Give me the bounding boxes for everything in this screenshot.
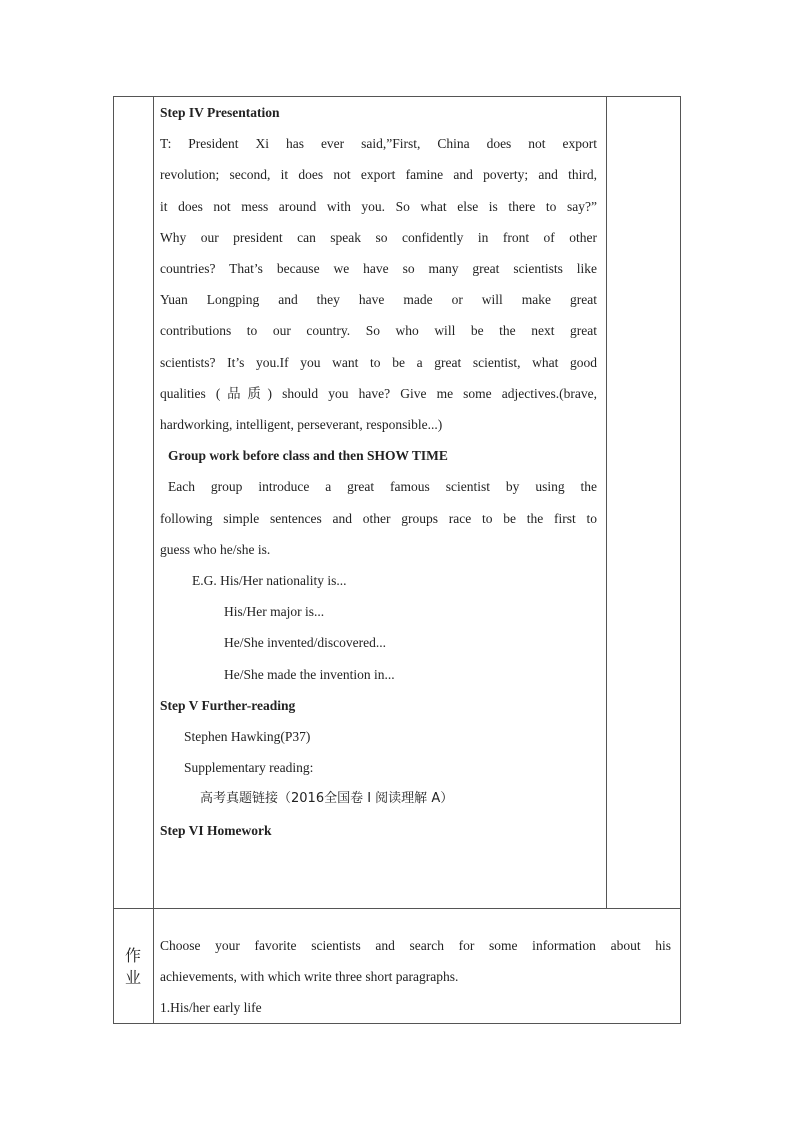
- step5-heading: Step V Further-reading: [160, 698, 296, 713]
- step4-line-8: scientists? It’s you.If you want to be a great scientist, what good: [160, 355, 597, 370]
- step4-line-7: contributions to our country. So who will be the next great: [160, 323, 597, 338]
- table-column-divider: [153, 96, 154, 1024]
- step4-line-2: revolution; second, it does not export famine and poverty; and third,: [160, 167, 597, 182]
- step4-line-1: T: President Xi has ever said,”First, China does not export: [160, 136, 597, 151]
- homework-label-2: 业: [124, 968, 141, 987]
- step4-line-4: Why our president can speak so confidently in front of other: [160, 230, 597, 245]
- homework-label-1: 作: [124, 946, 141, 965]
- step6-heading: Step VI Homework: [160, 823, 272, 838]
- step4-line-10: hardworking, intelligent, perseverant, responsible...): [160, 417, 443, 432]
- step4-line-5: countries? That’s because we have so many great scientists like: [160, 261, 597, 276]
- table-border-bottom: [113, 1023, 681, 1024]
- example-item-3: He/She made the invention in...: [224, 667, 395, 682]
- step5-item-3: 高考真题链接（2016全国卷 I 阅读理解 A）: [200, 791, 454, 806]
- step4-line-9: qualities (品质) should you have? Give me some adjectives.(brave,: [160, 386, 597, 401]
- table-border-right: [680, 96, 681, 1024]
- table-border-left: [113, 96, 114, 1024]
- table-border-middle: [113, 908, 681, 909]
- step4-heading: Step IV Presentation: [160, 105, 280, 120]
- table-border-top: [113, 96, 681, 97]
- example-item-1: His/Her major is...: [224, 604, 325, 619]
- example-item-2: He/She invented/discovered...: [224, 635, 386, 650]
- step4-line-6: Yuan Longping and they have made or will make great: [160, 292, 597, 307]
- group-line-1: Each group introduce a great famous scientist by using the: [168, 479, 597, 494]
- homework-line-1: Choose your favorite scientists and search for some information about his: [160, 938, 671, 953]
- table-column-divider-right: [606, 96, 607, 909]
- group-line-3: guess who he/she is.: [160, 542, 271, 557]
- group-line-2: following simple sentences and other groups race to be the first to: [160, 511, 597, 526]
- example-first: E.G. His/Her nationality is...: [192, 573, 347, 588]
- group-heading: Group work before class and then SHOW TIME: [168, 448, 448, 463]
- step5-item-1: Stephen Hawking(P37): [184, 729, 311, 744]
- homework-line-3: 1.His/her early life: [160, 1000, 262, 1015]
- step4-line-3: it does not mess around with you. So what else is there to say?”: [160, 199, 597, 214]
- step5-item-2: Supplementary reading:: [184, 760, 314, 775]
- homework-line-2: achievements, with which write three short paragraphs.: [160, 969, 459, 984]
